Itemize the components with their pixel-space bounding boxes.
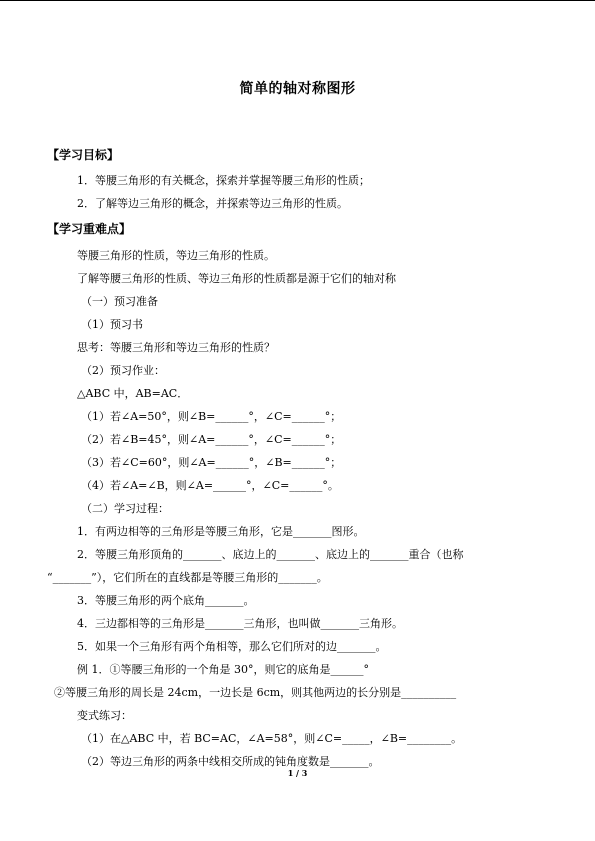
example-1-part-1: 例 1．①等腰三角形的一个角是 30°，则它的底角是______° <box>77 663 369 676</box>
key-point-2: 了解等腰三角形的性质、等边三角形的性质都是源于它们的轴对称 <box>77 272 396 285</box>
question-2: （2）若∠B=45°，则∠A=______°，∠C=______°； <box>81 433 342 446</box>
think-question: 思考：等腰三角形和等边三角形的性质？ <box>77 341 275 354</box>
process-item-3: 3．等腰三角形的两个底角_______。 <box>77 594 255 607</box>
top-rule <box>0 0 595 1</box>
practice-heading: 变式练习： <box>77 709 132 722</box>
section-heading-goals: 【学习目标】 <box>47 148 120 162</box>
example-1-part-2: ②等腰三角形的周长是 24cm，一边长是 6cm，则其他两边的长分别是__________ <box>54 686 457 699</box>
question-1: （1）若∠A=50°，则∠B=______°，∠C=______°； <box>81 410 342 423</box>
process-item-2-continued: “_______”），它们所在的直线都是等腰三角形的_______。 <box>47 571 328 584</box>
key-point-1: 等腰三角形的性质，等边三角形的性质。 <box>77 249 275 262</box>
process-item-4: 4．三边都相等的三角形是_______三角形，也叫做_______三角形。 <box>77 617 403 630</box>
preview-item-2: （2）预习作业： <box>81 364 165 377</box>
process-heading: （二）学习过程： <box>81 502 169 515</box>
given-condition: △ABC 中，AB=AC． <box>77 387 189 400</box>
process-item-2: 2．等腰三角形顶角的_______、底边上的_______、底边上的_______重合（也称 <box>77 548 464 561</box>
preview-prep-heading: （一）预习准备 <box>81 295 158 308</box>
process-item-5: 5．如果一个三角形有两个角相等，那么它们所对的边_______。 <box>77 640 387 653</box>
goal-1: 1．等腰三角形的有关概念，探索并掌握等腰三角形的性质； <box>77 174 370 187</box>
page-title: 简单的轴对称图形 <box>239 81 356 97</box>
preview-item-1: （1）预习书 <box>81 318 143 331</box>
process-item-1: 1．有两边相等的三角形是等腰三角形，它是_______图形。 <box>77 525 365 538</box>
question-4: （4）若∠A=∠B，则∠A=______°，∠C=______°。 <box>81 479 339 492</box>
section-heading-key-points: 【学习重难点】 <box>47 222 132 236</box>
question-3: （3）若∠C=60°，则∠A=______°，∠B=______°； <box>81 456 342 469</box>
practice-item-2: （2）等边三角形的两条中线相交所成的钝角度数是_______。 <box>81 755 380 768</box>
practice-item-1: （1）在△ABC 中，若 BC=AC，∠A=58°，则∠C=_____，∠B=________。 <box>81 732 463 745</box>
goal-2: 2．了解等边三角形的概念，并探索等边三角形的性质。 <box>77 197 348 210</box>
page-number: 1 / 3 <box>287 768 308 778</box>
